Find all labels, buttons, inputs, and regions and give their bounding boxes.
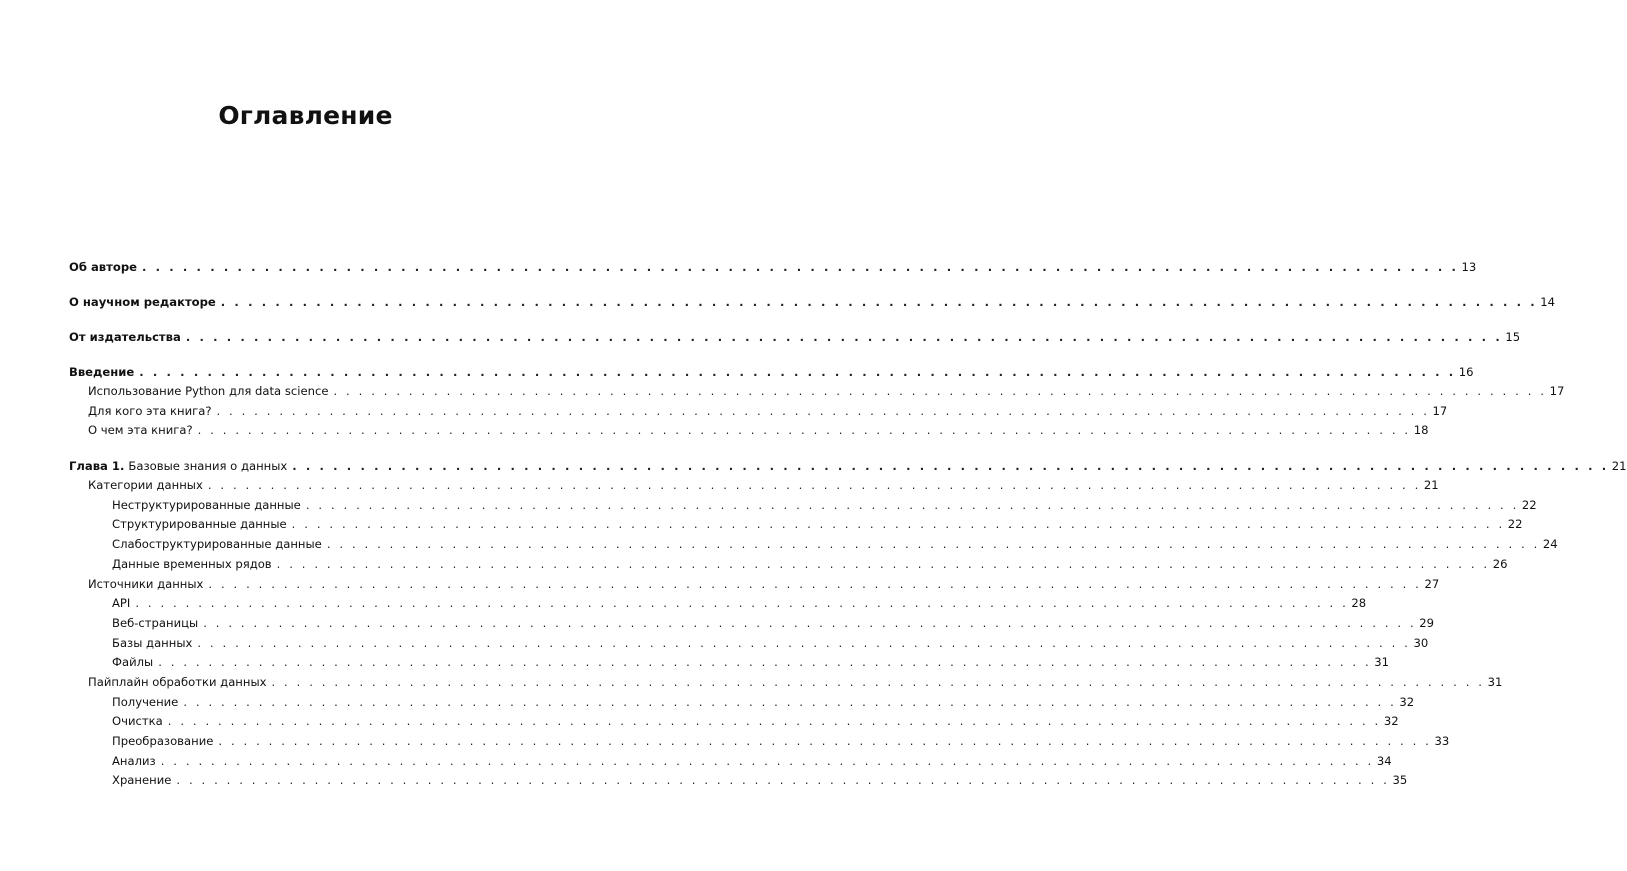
toc-entry-from-publisher[interactable] — [69, 330, 1521, 349]
toc-page-number: 26 — [1492, 556, 1508, 571]
toc-entry-files[interactable] — [69, 655, 1390, 675]
toc-leader-dots: . . . . . . . . . . . . . . . . . . . . . . . . . . . . . . . . . . . . . . . . . . . . . . . . . . . . . . . . . . . . . . . . . . . . . . . . . . . . . . . . . . . . . . . . . . . . . . . . . — [160, 753, 1374, 768]
toc-page-number: 29 — [1419, 615, 1435, 630]
toc-entry-title: Слабоструктурированные данные — [112, 537, 322, 552]
toc-leader-dots: . . . . . . . . . . . . . . . . . . . . . . . . . . . . . . . . . . . . . . . . . . . . . . . . . . . . . . . . . . . . . . . . . . . . . . . . . . . . . . . . . . . . . . . . . . . . . . . . . — [142, 260, 1459, 274]
toc-entry-title: О научном редакторе — [69, 295, 216, 309]
toc-entry-title: Анализ — [112, 753, 156, 768]
toc-entry-title: От издательства — [69, 330, 181, 344]
toc-page-number: 15 — [1505, 330, 1521, 344]
toc-page-number: 22 — [1507, 517, 1523, 532]
toc-page-number: 14 — [1540, 295, 1556, 309]
toc-entry-title: Категории данных — [88, 478, 203, 493]
toc-entry-time-series[interactable] — [69, 556, 1508, 577]
toc-entry-title: Пайплайн обработки данных — [88, 674, 267, 689]
toc-entry-data-sources[interactable] — [69, 576, 1440, 597]
toc-entry-title: Очистка — [112, 714, 163, 729]
toc-leader-dots: . . . . . . . . . . . . . . . . . . . . . . . . . . . . . . . . . . . . . . . . . . . . . . . . . . . . . . . . . . . . . . . . . . . . . . . . . . . . . . . . . . . . . . . . . . . . . . . . . — [197, 635, 1411, 650]
toc-leader-dots: . . . . . . . . . . . . . . . . . . . . . . . . . . . . . . . . . . . . . . . . . . . . . . . . . . . . . . . . . . . . . . . . . . . . . . . . . . . . . . . . . . . . . . . . . . . . . . . . . — [276, 556, 1490, 571]
toc-leader-dots: . . . . . . . . . . . . . . . . . . . . . . . . . . . . . . . . . . . . . . . . . . . . . . . . . . . . . . . . . . . . . . . . . . . . . . . . . . . . . . . . . . . . . . . . . . . . . . . . . — [220, 295, 1538, 309]
toc-entry-about-author[interactable] — [69, 260, 1477, 279]
toc-entry-python-ds[interactable] — [69, 384, 1565, 404]
toc-entry-unstructured[interactable] — [69, 497, 1537, 518]
toc-entry-analysis[interactable] — [69, 753, 1392, 774]
toc-leader-dots: . . . . . . . . . . . . . . . . . . . . . . . . . . . . . . . . . . . . . . . . . . . . . . . . . . . . . . . . . . . . . . . . . . . . . . . . . . . . . . . . . . . . . . . . . . . . . . . . . — [216, 403, 1430, 418]
toc-entry-databases[interactable] — [69, 635, 1429, 656]
toc-page-number: 22 — [1521, 497, 1537, 512]
toc-page-number: 31 — [1487, 674, 1503, 689]
toc-entry-title: Хранение — [112, 773, 172, 788]
toc-page-number: 24 — [1542, 537, 1558, 552]
toc-leader-dots: . . . . . . . . . . . . . . . . . . . . . . . . . . . . . . . . . . . . . . . . . . . . . . . . . . . . . . . . . . . . . . . . . . . . . . . . . . . . . . . . . . . . . . . . . . . . . . . . . — [305, 497, 1519, 512]
toc-page-number: 21 — [1611, 459, 1627, 474]
toc-entry-title: Данные временных рядов — [112, 556, 272, 571]
toc-page-number: 31 — [1374, 655, 1390, 670]
toc-entry-introduction[interactable] — [69, 365, 1474, 384]
toc-leader-dots: . . . . . . . . . . . . . . . . . . . . . . . . . . . . . . . . . . . . . . . . . . . . . . . . . . . . . . . . . . . . . . . . . . . . . . . . . . . . . . . . . . . . . . . . . . . . . . . . . — [291, 517, 1505, 532]
toc-leader-dots: . . . . . . . . . . . . . . . . . . . . . . . . . . . . . . . . . . . . . . . . . . . . . . . . . . . . . . . . . . . . . . . . . . . . . . . . . . . . . . . . . . . . . . . . . . . . . . . . . — [176, 773, 1390, 788]
toc-entry-who-for[interactable] — [69, 403, 1448, 424]
table-of-contents — [69, 260, 1627, 793]
toc-entry-title: Использование Python для data science — [88, 384, 329, 398]
toc-entry-structured[interactable] — [69, 517, 1523, 537]
toc-entry-acquisition[interactable] — [69, 694, 1415, 715]
page-title: Оглавление — [218, 101, 393, 130]
toc-entry-title: Неструктурированные данные — [112, 497, 301, 512]
toc-leader-dots: . . . . . . . . . . . . . . . . . . . . . . . . . . . . . . . . . . . . . . . . . . . . . . . . . . . . . . . . . . . . . . . . . . . . . . . . . . . . . . . . . . . . . . . . . . . . . . . . . — [183, 694, 1397, 709]
toc-entry-title: О чем эта книга? — [88, 423, 193, 438]
toc-entry-title: Базы данных — [112, 635, 193, 650]
toc-leader-dots: . . . . . . . . . . . . . . . . . . . . . . . . . . . . . . . . . . . . . . . . . . . . . . . . . . . . . . . . . . . . . . . . . . . . . . . . . . . . . . . . . . . . . . . . . . . . . . . . . — [197, 423, 1411, 438]
toc-leader-dots: . . . . . . . . . . . . . . . . . . . . . . . . . . . . . . . . . . . . . . . . . . . . . . . . . . . . . . . . . . . . . . . . . . . . . . . . . . . . . . . . . . . . . . . . . . . . . . . . . — [333, 384, 1547, 398]
toc-entry-title: Введение — [69, 365, 135, 379]
toc-leader-dots: . . . . . . . . . . . . . . . . . . . . . . . . . . . . . . . . . . . . . . . . . . . . . . . . . . . . . . . . . . . . . . . . . . . . . . . . . . . . . . . . . . . . . . . . . . . . . . . . . — [185, 330, 1503, 344]
toc-page-number: 17 — [1549, 384, 1565, 398]
toc-entry-api[interactable] — [69, 596, 1367, 616]
toc-page-number: 17 — [1432, 403, 1448, 418]
toc-leader-dots: . . . . . . . . . . . . . . . . . . . . . . . . . . . . . . . . . . . . . . . . . . . . . . . . . . . . . . . . . . . . . . . . . . . . . . . . . . . . . . . . . . . . . . . . . . . . . . . . . — [208, 576, 1422, 591]
toc-leader-dots: . . . . . . . . . . . . . . . . . . . . . . . . . . . . . . . . . . . . . . . . . . . . . . . . . . . . . . . . . . . . . . . . . . . . . . . . . . . . . . . . . . . . . . . . . . . . . . . . . — [135, 596, 1349, 611]
toc-entry-title: Получение — [112, 694, 179, 709]
toc-entry-data-pipeline[interactable] — [69, 674, 1503, 695]
toc-leader-dots: . . . . . . . . . . . . . . . . . . . . . . . . . . . . . . . . . . . . . . . . . . . . . . . . . . . . . . . . . . . . . . . . . . . . . . . . . . . . . . . . . . . . . . . . . . . . . . . . . — [218, 734, 1432, 748]
toc-entry-web-pages[interactable] — [69, 615, 1435, 636]
toc-entry-title: Об авторе — [69, 260, 137, 274]
toc-leader-dots: . . . . . . . . . . . . . . . . . . . . . . . . . . . . . . . . . . . . . . . . . . . . . . . . . . . . . . . . . . . . . . . . . . . . . . . . . . . . . . . . . . . . . . . . . . . . . . . . . — [326, 537, 1540, 552]
toc-page-number: 18 — [1413, 423, 1429, 438]
toc-page-number: 34 — [1376, 753, 1392, 768]
toc-page-number: 32 — [1383, 714, 1399, 729]
toc-entry-storage[interactable] — [69, 773, 1408, 793]
toc-entry-title: Веб-страницы — [112, 615, 199, 630]
toc-leader-dots: . . . . . . . . . . . . . . . . . . . . . . . . . . . . . . . . . . . . . . . . . . . . . . . . . . . . . . . . . . . . . . . . . . . . . . . . . . . . . . . . . . . . . . . . . . . . . . . . . — [203, 615, 1417, 630]
toc-page-number: 16 — [1458, 365, 1474, 379]
toc-entry-science-editor[interactable] — [69, 295, 1556, 314]
toc-leader-dots: . . . . . . . . . . . . . . . . . . . . . . . . . . . . . . . . . . . . . . . . . . . . . . . . . . . . . . . . . . . . . . . . . . . . . . . . . . . . . . . . . . . . . . . . . . . . . . . . . — [271, 674, 1485, 689]
toc-entry-title: Преобразование — [112, 734, 214, 748]
toc-page-number: 35 — [1392, 773, 1408, 788]
toc-entry-semistructured[interactable] — [69, 537, 1558, 557]
toc-entry-title: Структурированные данные — [112, 517, 287, 532]
toc-entry-chapter-1[interactable] — [69, 459, 1627, 478]
chapter-number: Глава 1. — [69, 459, 125, 474]
toc-page-number: 21 — [1423, 478, 1439, 493]
toc-page-number: 32 — [1399, 694, 1415, 709]
chapter-title: Базовые знания о данных — [128, 459, 288, 474]
toc-entry-what-about[interactable] — [69, 423, 1429, 443]
toc-page-number: 30 — [1413, 635, 1429, 650]
toc-page-number: 28 — [1351, 596, 1367, 611]
toc-entry-data-categories[interactable] — [69, 478, 1439, 498]
toc-entry-title: Источники данных — [88, 576, 204, 591]
toc-entry-title: Для кого эта книга? — [88, 403, 212, 418]
toc-page-number: 27 — [1424, 576, 1440, 591]
toc-leader-dots: . . . . . . . . . . . . . . . . . . . . . . . . . . . . . . . . . . . . . . . . . . . . . . . . . . . . . . . . . . . . . . . . . . . . . . . . . . . . . . . . . . . . . . . . . . . . . . . . . — [292, 459, 1609, 474]
toc-leader-dots: . . . . . . . . . . . . . . . . . . . . . . . . . . . . . . . . . . . . . . . . . . . . . . . . . . . . . . . . . . . . . . . . . . . . . . . . . . . . . . . . . . . . . . . . . . . . . . . . . — [167, 714, 1381, 729]
toc-entry-transformation[interactable] — [69, 734, 1450, 754]
toc-entry-title: Файлы — [112, 655, 154, 670]
toc-page-number: 13 — [1461, 260, 1477, 274]
toc-page-number: 33 — [1434, 734, 1450, 748]
toc-entry-title — [69, 459, 287, 473]
toc-entry-title: API — [112, 596, 131, 611]
toc-leader-dots: . . . . . . . . . . . . . . . . . . . . . . . . . . . . . . . . . . . . . . . . . . . . . . . . . . . . . . . . . . . . . . . . . . . . . . . . . . . . . . . . . . . . . . . . . . . . . . . . . — [207, 478, 1421, 493]
toc-entry-cleaning[interactable] — [69, 714, 1399, 734]
toc-leader-dots: . . . . . . . . . . . . . . . . . . . . . . . . . . . . . . . . . . . . . . . . . . . . . . . . . . . . . . . . . . . . . . . . . . . . . . . . . . . . . . . . . . . . . . . . . . . . . . . . . — [158, 655, 1372, 670]
toc-leader-dots: . . . . . . . . . . . . . . . . . . . . . . . . . . . . . . . . . . . . . . . . . . . . . . . . . . . . . . . . . . . . . . . . . . . . . . . . . . . . . . . . . . . . . . . . . . . . . . . . . — [139, 365, 1456, 379]
